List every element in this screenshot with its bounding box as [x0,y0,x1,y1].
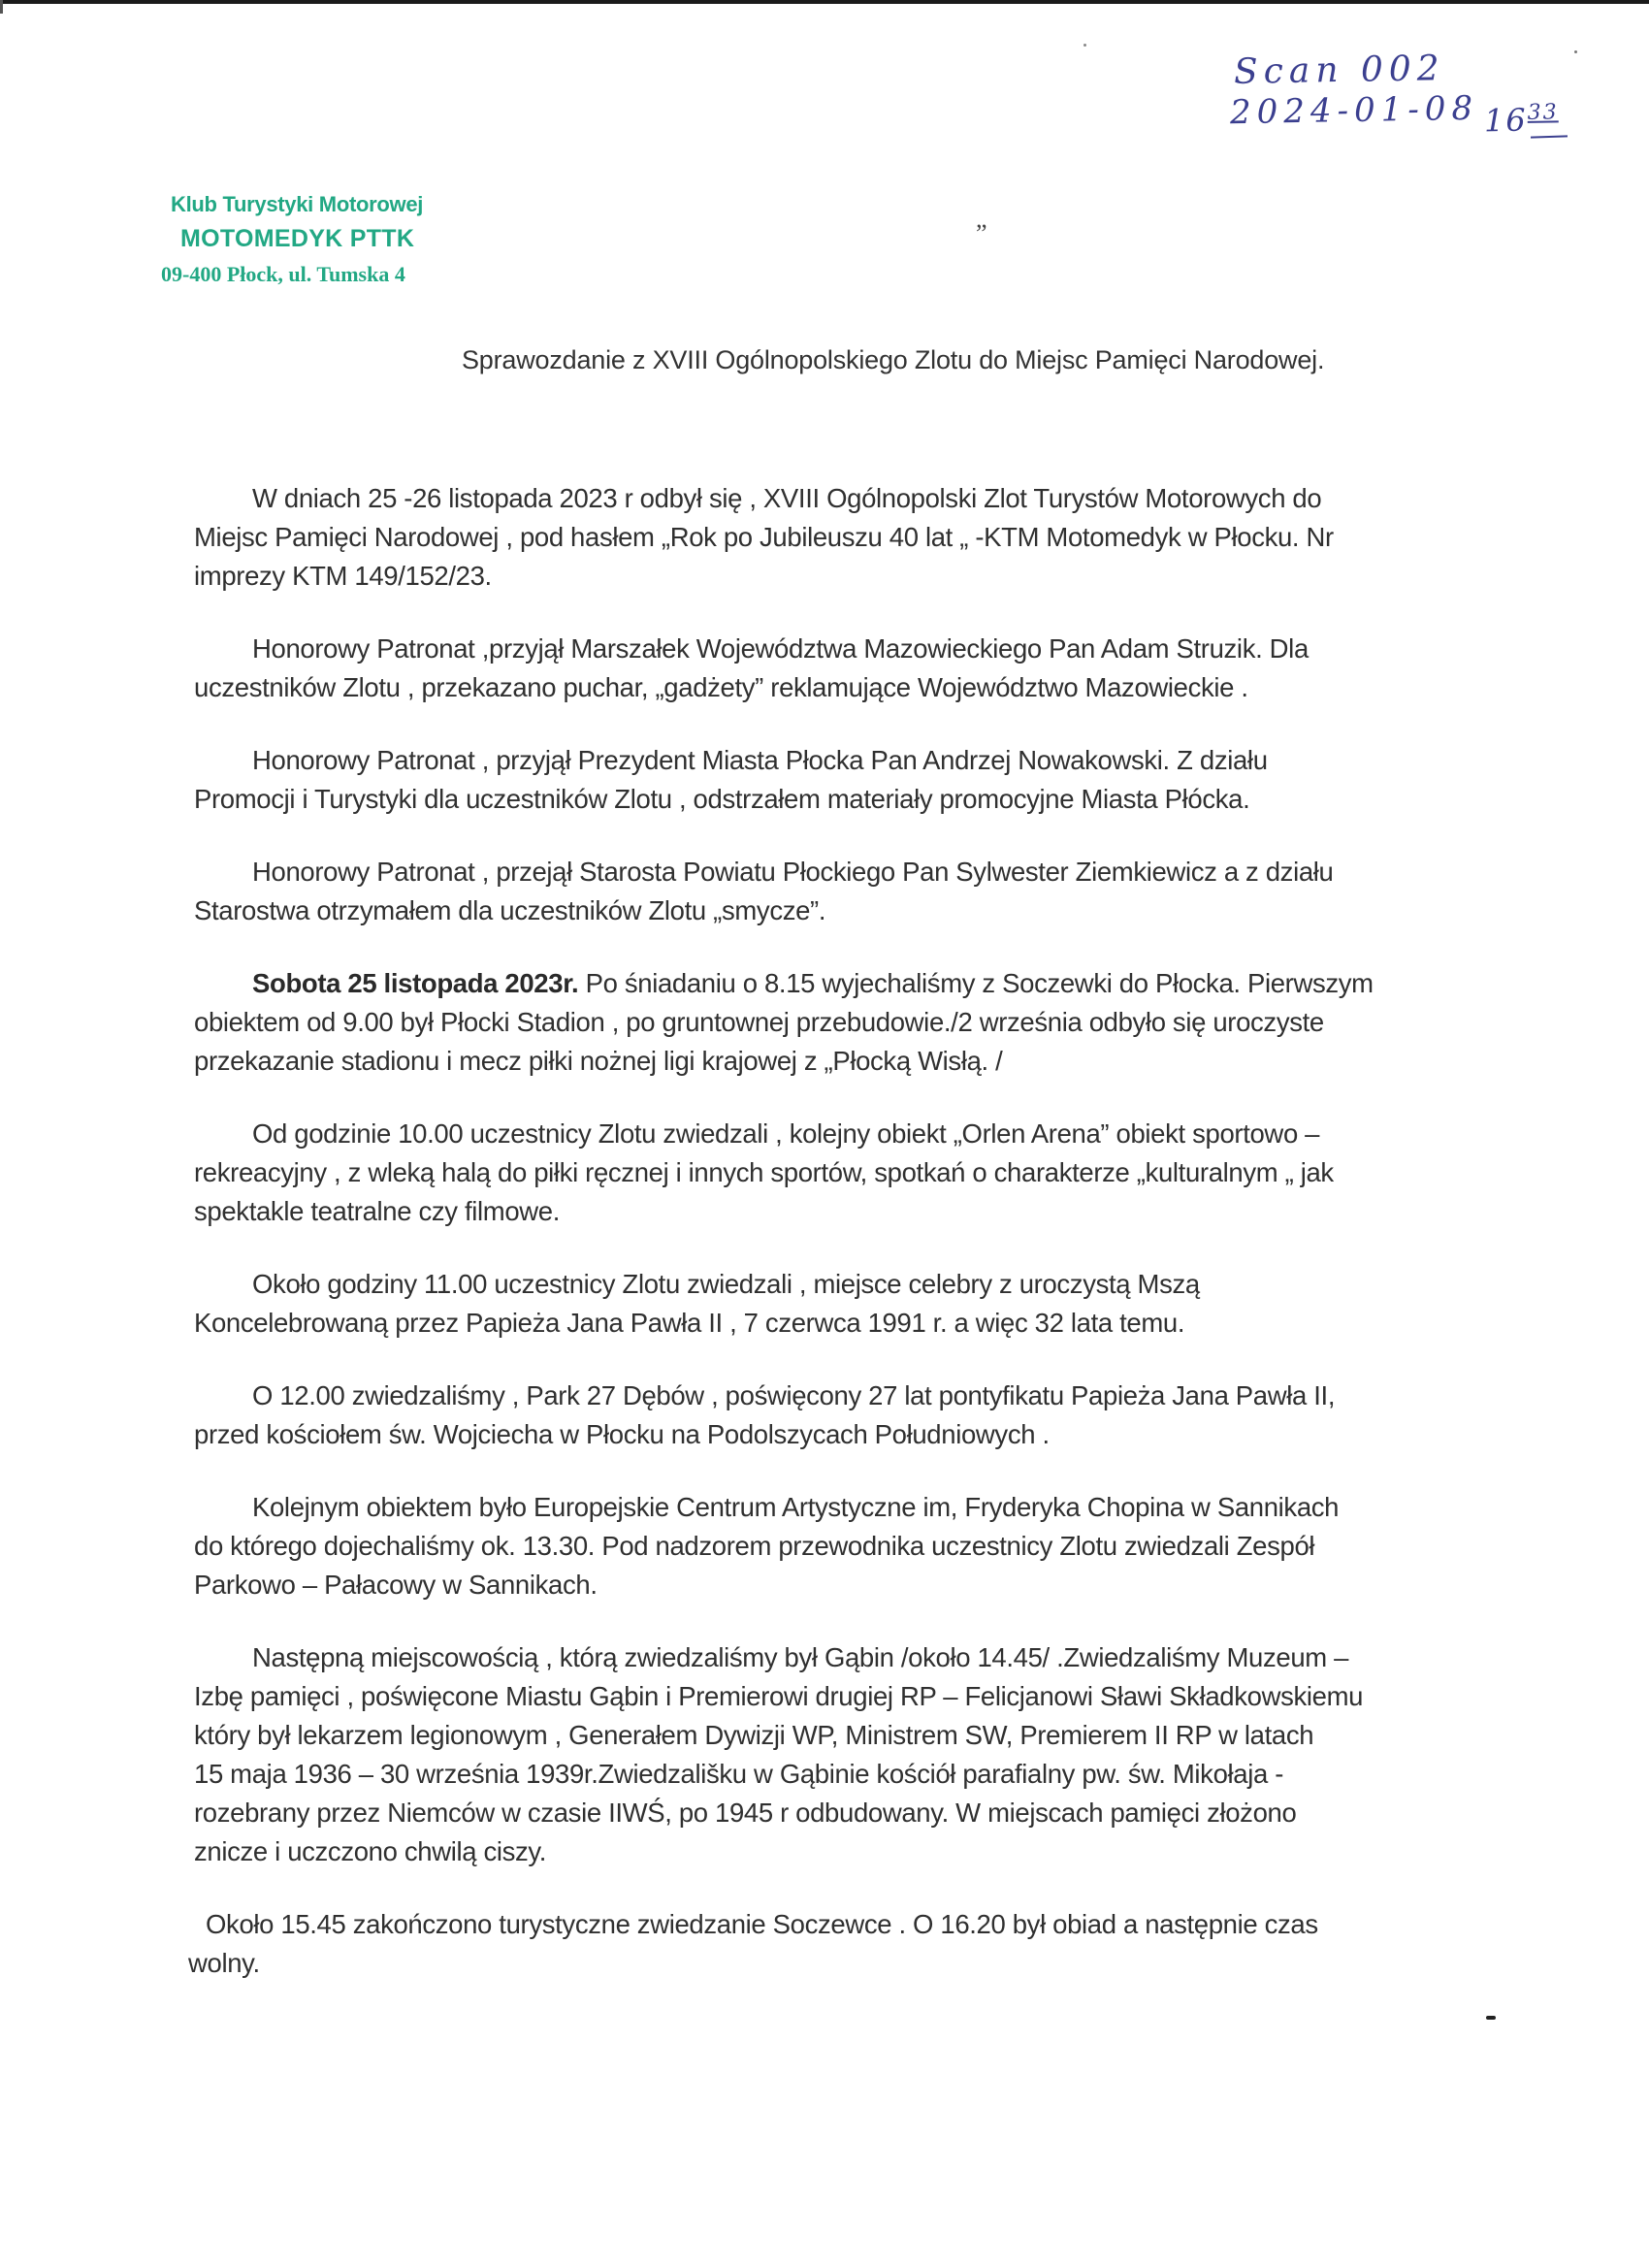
scan-speck [1574,50,1577,53]
paragraph-patronage-marshal [194,630,1436,707]
paragraph-line: Następną miejscowością , którą zwiedzaliśmy był Gąbin /około 14.45/ .Zwiedzaliśmy Muzeum – [252,1642,1349,1672]
paragraph-line: W dniach 25 -26 listopada 2023 r odbył się , XVIII Ogólnopolski Zlot Turystów Motorowych do [252,483,1322,513]
paragraph-line: Honorowy Patronat , przyjął Prezydent Miasta Płocka Pan Andrzej Nowakowski. Z działu [252,745,1268,775]
paragraph-line: Koncelebrowaną przez Papieża Jana Pawła II , 7 czerwca 1991 r. a więc 32 lata temu. [194,1308,1185,1338]
paragraph-patronage-president [194,741,1436,819]
paragraph-line: 15 maja 1936 – 30 września 1939r.Zwiedzališku w Gąbinie kościół parafialny pw. św. Mikołaja - [194,1759,1284,1789]
handwritten-time-minute: 33 [1527,100,1559,125]
paragraph-line: spektakle teatralne czy filmowe. [194,1196,561,1226]
paragraph-orlen-arena [194,1115,1436,1231]
scan-top-edge [0,0,1649,4]
paragraph-line: uczestników Zlotu , przekazano puchar, „gadżety” reklamujące Województwo Mazowieckie . [194,672,1248,702]
paragraph-line: przed kościołem św. Wojciecha w Płocku na Podolszycach Południowych . [194,1419,1050,1449]
paragraph-line: Honorowy Patronat , przejął Starosta Powiatu Płockiego Pan Sylwester Ziemkiewicz a z działu [252,857,1334,887]
scan-speck [1083,44,1086,47]
paragraph-line: Promocji i Turystyki dla uczestników Zlotu , odstrzałem materiały promocyjne Miasta Płócka. [194,784,1250,814]
paragraph-line: Około godziny 11.00 uczestnicy Zlotu zwiedzali , miejsce celebry z uroczystą Mszą [252,1269,1200,1299]
paragraph-closing [188,1905,1436,1983]
handwritten-scan-label: Scan 002 [1233,49,1445,92]
handwritten-date: 2024-01-08 [1229,88,1479,133]
paragraph-mass-site [194,1265,1436,1343]
paragraph-line: Starostwa otrzymałem dla uczestników Zlotu „smycze”. [194,895,826,925]
paragraph-line: który był lekarzem legionowym , Generałem Dywizji WP, Ministrem SW, Premierem II RP w latach [194,1720,1314,1750]
paragraph-line: rekreacyjny , z wleką halą do piłki ręcznej i innych sportów, spotkań o charakterze „kulturalnym „ jak [194,1157,1334,1187]
paragraph-intro [194,479,1436,596]
paragraph-line: rozebrany przez Niemców w czasie IIWŚ, po 1945 r odbudowany. W miejscach pamięci złożono [194,1798,1297,1828]
paragraph-line: Około 15.45 zakończono turystyczne zwiedzanie Soczewce . O 16.20 był obiad a następnie czas [206,1909,1318,1939]
paragraph-line: przekazanie stadionu i mecz piłki nożnej ligi krajowej z „Płocką Wisłą. / [194,1046,1003,1076]
paragraph-park-27-oaks [194,1377,1436,1454]
paragraph-line: Izbę pamięci , poświęcone Miastu Gąbin i Premierowi drugiej RP – Felicjanowi Sławi Składkowskiemu [194,1681,1364,1711]
paragraph-saturday-stadium [194,964,1436,1081]
stamp-address: 09-400 Płock, ul. Tumska 4 [161,262,405,286]
paragraph-line-rest: Po śniadaniu o 8.15 wyjechaliśmy z Soczewki do Płocka. Pierwszym [578,968,1374,998]
paragraph-sanniki [194,1488,1436,1604]
paragraph-line: Miejsc Pamięci Narodowej , pod hasłem „Rok po Jubileuszu 40 lat „ -KTM Motomedyk w Płocku. Nr [194,522,1334,552]
handwritten-time [1484,100,1559,139]
paragraph-line: Od godzinie 10.00 uczestnicy Zlotu zwiedzali , kolejny obiekt „Orlen Arena” obiekt sportowo – [252,1118,1320,1149]
paragraph-line: do którego dojechaliśmy ok. 13.30. Pod nadzorem przewodnika uczestnicy Zlotu zwiedzali Zespół [194,1531,1315,1561]
document-title: Sprawozdanie z XVIII Ogólnopolskiego Zlotu do Miejsc Pamięci Narodowej. [462,345,1325,374]
paragraph-line: znicze i uczczono chwilą ciszy. [194,1836,547,1866]
paragraph-gabin [194,1638,1436,1871]
paragraph-patronage-starost [194,853,1436,930]
paragraph-line: Kolejnym obiektem było Europejskie Centrum Artystyczne im, Fryderyka Chopina w Sannikach [252,1492,1340,1522]
stamp-organization: MOTOMEDYK PTTK [180,225,415,252]
scan-corner-mark [0,0,3,14]
stamp-club-name: Klub Turystyki Motorowej [171,192,424,216]
paragraph-line: O 12.00 zwiedzaliśmy , Park 27 Dębów , poświęcony 27 lat pontyfikatu Papieża Jana Pawła II, [252,1380,1336,1410]
report-body [188,479,1436,2017]
paragraph-line: Parkowo – Pałacowy w Sannikach. [194,1570,598,1600]
handwritten-time-hour: 16 [1483,101,1529,140]
date-heading: Sobota 25 listopada 2023r. [252,968,579,998]
stray-quote-mark: ” [976,219,987,247]
paragraph-line: imprezy KTM 149/152/23. [194,561,492,591]
scan-speck [1486,2016,1496,2020]
paragraph-line [194,964,1436,1003]
paragraph-line: obiektem od 9.00 był Płocki Stadion , po gruntownej przebudowie./2 września odbyło się uroczyste [194,1007,1324,1037]
paragraph-line: wolny. [188,1948,260,1978]
paragraph-line: Honorowy Patronat ,przyjął Marszałek Województwa Mazowieckiego Pan Adam Struzik. Dla [252,633,1309,664]
